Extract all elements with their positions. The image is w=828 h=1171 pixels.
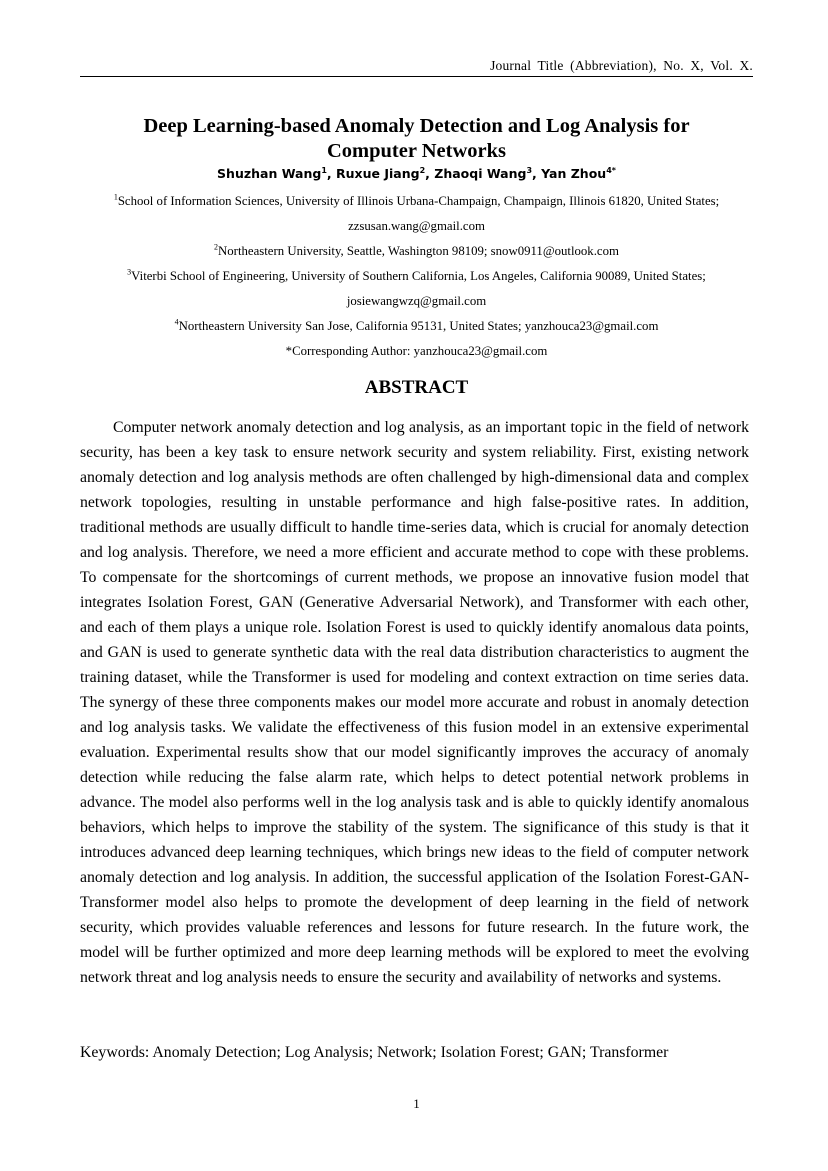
affiliation-1-email: zzsusan.wang@gmail.com — [348, 219, 485, 233]
author: Yan Zhou$^{4*}$ — [541, 165, 616, 181]
abstract-body: Computer network anomaly detection and log analysis, as an important topic in the field of network security, has been a key task to ensure network security and system reliability. First, existing network anomaly detection and log analysis methods are often challenged by high-dimensional data and complex network topologies, resulting in unstable performance and high false-positive rates. In addition, traditional methods are usually difficult to handle time-series data, which is crucial for anomaly detection and log analysis. Therefore, we need a more efficient and accurate method to cope with these problems. To compensate for the shortcomings of current methods, we propose an innovative fusion model that integrates Isolation Forest, GAN (Generative Adversarial Network), and Transformer with each other, and each of them plays a unique role. Isolation Forest is used to quickly identify anomalous data points, and GAN is used to generate synthetic data with the real data distribution characteristics to augment the training dataset, while the Transformer is used for modeling and context extraction on time series data. The synergy of these three components makes our model more accurate and robust in anomaly detection and log analysis tasks. We validate the effectiveness of this fusion model in an extensive experimental evaluation. Experimental results show that our model significantly improves the accuracy of anomaly detection while reducing the false alarm rate, which helps to detect potential network problems in advance. The model also performs well in the log analysis task and is able to quickly identify anomalous behaviors, which helps to improve the stability of the system. The significance of this study is that it introduces advanced deep learning techniques, which brings new ideas to the field of computer network anomaly detection and log analysis. In addition, the successful application of the Isolation Forest-GAN-Transformer model also helps to promote the development of deep learning in the field of network security, which provides valuable references and lessons for future research. In the future work, the model will be further optimized and more deep learning methods will be explored to meet the evolving network threat and log analysis needs to ensure the security and availability of networks and systems. — [80, 419, 749, 986]
journal-header: Journal Title (Abbreviation), No. X, Vol. X. — [490, 58, 753, 73]
page-number: 1 — [413, 1096, 420, 1111]
corresponding-author: *Corresponding Author: yanzhouca23@gmail.com — [285, 344, 548, 358]
abstract-heading: ABSTRACT — [364, 377, 469, 398]
title-line-1: Deep Learning-based Anomaly Detection and Log Analysis for — [143, 115, 690, 137]
affiliation-3-email: josiewangwzq@gmail.com — [346, 294, 487, 308]
affiliation-2: $^2$Northeastern University, Seattle, Washington 98109; snow0911@outlook.com — [214, 242, 619, 258]
author: Shuzhan Wang$^1$, — [217, 165, 337, 181]
author: Zhaoqi Wang$^3$, — [434, 165, 542, 181]
paper-title — [80, 114, 753, 164]
keywords: Keywords: Anomaly Detection; Log Analysis; Network; Isolation Forest; GAN; Transformer — [80, 1044, 669, 1061]
affiliation-1: $^1$School of Information Sciences, University of Illinois Urbana-Champaign, Champaign, Illinois 61820, United States; — [113, 192, 720, 208]
author: Ruxue Jiang$^2$, — [336, 165, 435, 181]
title-line-2: Computer Networks — [327, 140, 506, 162]
header-rule — [80, 76, 753, 77]
affiliation-4: $^4$Northeastern University San Jose, California 95131, United States; yanzhouca23@gmail.com — [174, 317, 659, 333]
affiliation-3: $^3$Viterbi School of Engineering, University of Southern California, Los Angeles, California 90089, United States; — [127, 267, 706, 283]
author-list — [80, 165, 753, 183]
